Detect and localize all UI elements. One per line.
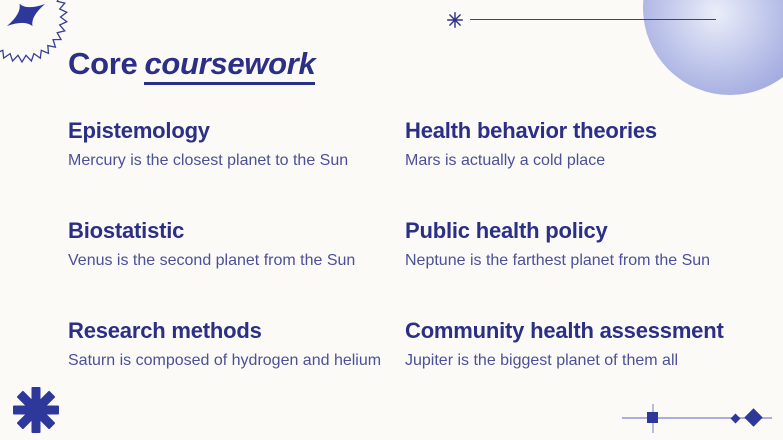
course-heading: Biostatistic xyxy=(68,218,185,243)
course-heading: Community health assessment xyxy=(405,318,724,343)
course-heading: Research methods xyxy=(68,318,262,343)
course-heading: Epistemology xyxy=(68,118,210,143)
course-description: Neptune is the farthest planet from the Sun xyxy=(405,252,711,270)
asterisk-icon xyxy=(12,386,60,434)
course-item xyxy=(405,218,768,318)
title-emphasis: coursework xyxy=(144,46,315,85)
sparkle-icon xyxy=(0,0,51,37)
page-title xyxy=(68,46,315,82)
course-item xyxy=(405,118,768,218)
asterisk-icon xyxy=(447,12,463,28)
gradient-sphere xyxy=(643,0,783,95)
course-item xyxy=(405,318,768,418)
course-description: Jupiter is the biggest planet of them all xyxy=(405,352,679,370)
course-item xyxy=(68,318,405,418)
course-description: Mars is actually a cold place xyxy=(405,152,606,170)
course-description: Venus is the second planet from the Sun xyxy=(68,252,356,270)
course-grid xyxy=(68,118,768,418)
square-icon xyxy=(647,412,658,423)
course-item xyxy=(68,218,405,318)
course-heading: Public health policy xyxy=(405,218,608,243)
title-regular: Core xyxy=(68,46,138,81)
course-description: Mercury is the closest planet to the Sun xyxy=(68,152,349,170)
decorative-line xyxy=(470,19,716,20)
course-description: Saturn is composed of hydrogen and helium xyxy=(68,352,382,370)
course-item xyxy=(68,118,405,218)
course-heading: Health behavior theories xyxy=(405,118,657,143)
